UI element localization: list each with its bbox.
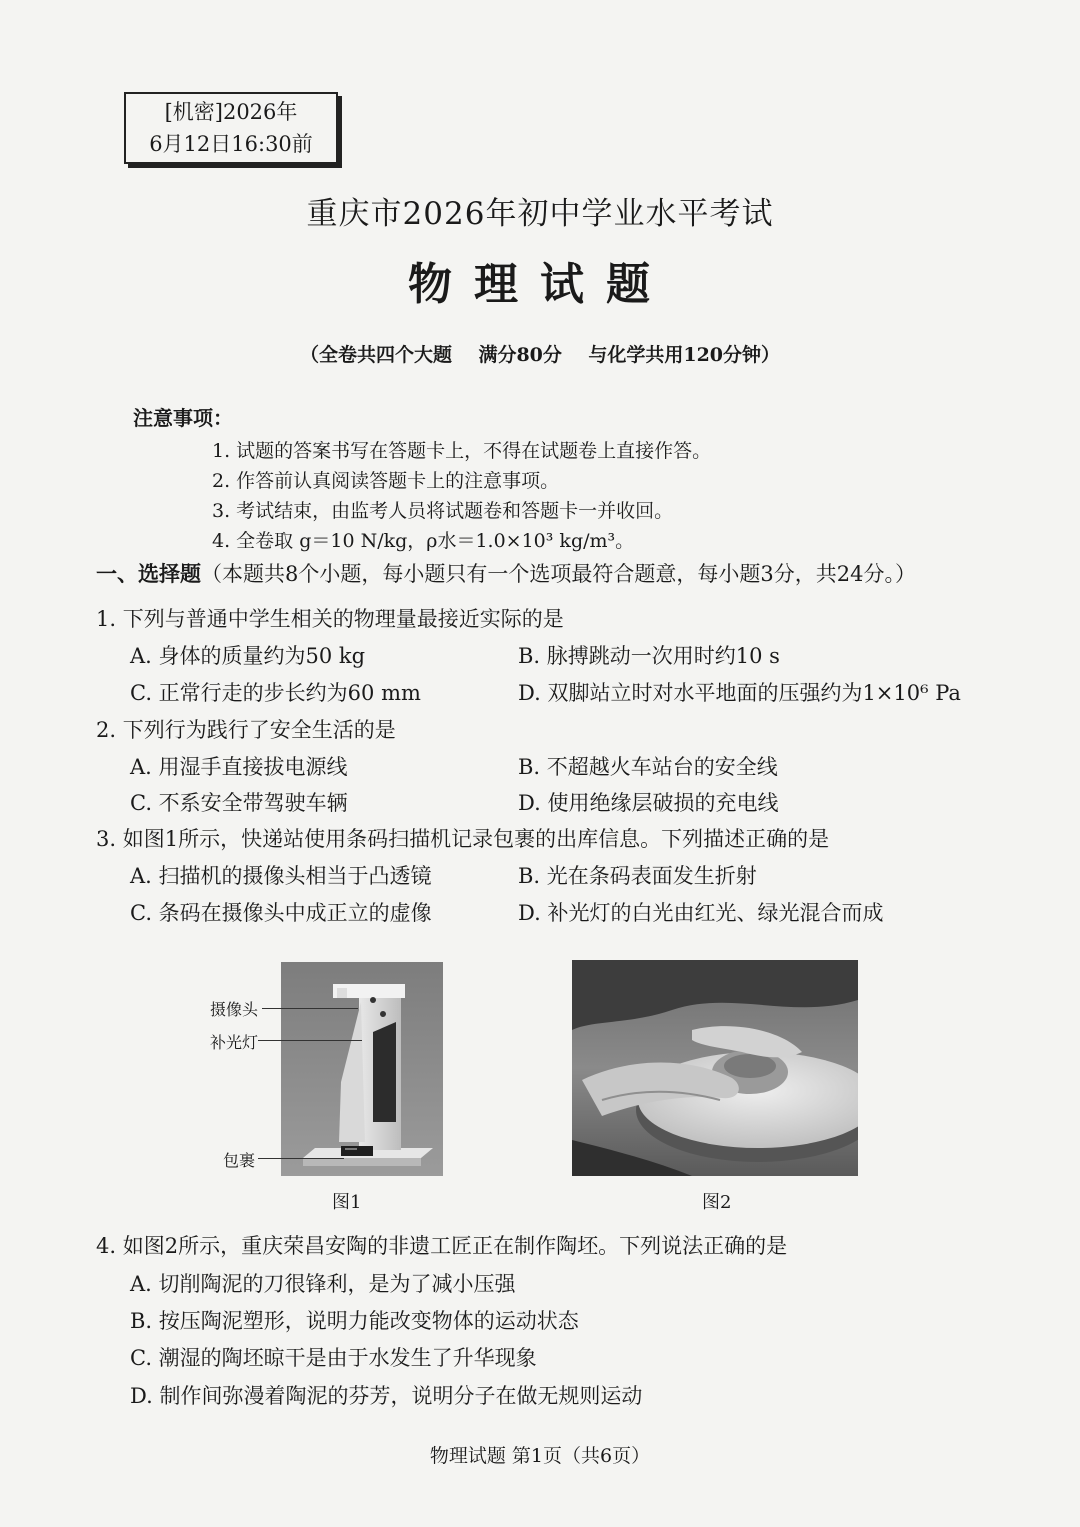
question-stem-4: 4. 如图2所示，重庆荣昌安陶的非遗工匠正在制作陶坯。下列说法正确的是 [96,1234,788,1258]
question-4-option-a: A. 切削陶泥的刀很锋利，是为了减小压强 [130,1272,516,1296]
notice-item: 2. 作答前认真阅读答题卡上的注意事项。 [212,470,560,492]
question-4-option-d: D. 制作间弥漫着陶泥的芬芳，说明分子在做无规则运动 [130,1384,643,1408]
question-1-option-d: D. 双脚站立时对水平地面的压强约为1×10⁶ Pa [518,681,961,705]
notice-list [212,436,711,556]
question-stem-2: 2. 下列行为践行了安全生活的是 [96,718,396,742]
section-title: 一、选择题 [96,562,201,586]
section-heading [96,558,916,588]
question-stem-1: 1. 下列与普通中学生相关的物理量最接近实际的是 [96,607,564,631]
question-3-option-c: C. 条码在摄像头中成正立的虚像 [130,901,432,925]
figure-1-label-camera: 摄像头 [210,1000,259,1019]
figure-1-label-package: 包裹 [223,1151,256,1170]
figure-1-label-light: 补光灯 [210,1033,259,1052]
question-1-option-b: B. 脉搏跳动一次用时约10 s [518,644,780,668]
notice-item: 4. 全卷取 g＝10 N/kg，ρ水＝1.0×10³ kg/m³。 [212,530,635,552]
question-3-option-b: B. 光在条码表面发生折射 [518,864,757,888]
question-2-option-b: B. 不超越火车站台的安全线 [518,755,778,779]
question-3-option-a: A. 扫描机的摄像头相当于凸透镜 [130,864,432,888]
notice-heading: 注意事项： [133,406,233,430]
exam-title: 重庆市2026年初中学业水平考试 [306,196,774,232]
notice-item: 3. 考试结束，由监考人员将试题卷和答题卡一并收回。 [212,500,674,522]
scanner-illustration [281,962,443,1176]
figure-2-caption: 图2 [702,1192,732,1213]
section-desc: （本题共8个小题，每小题只有一个选项最符合题意，每小题3分，共24分。） [201,562,916,586]
question-2-option-a: A. 用湿手直接拔电源线 [130,755,348,779]
page-footer: 物理试题 第1页（共6页） [429,1445,651,1467]
question-4-option-b: B. 按压陶泥塑形，说明力能改变物体的运动状态 [130,1309,579,1333]
question-2-option-c: C. 不系安全带驾驶车辆 [130,791,348,815]
question-1-option-c: C. 正常行走的步长约为60 mm [130,681,421,705]
question-3-option-d: D. 补光灯的白光由红光、绿光混合而成 [518,901,884,925]
package-leader-line [258,1158,344,1159]
question-4-option-c: C. 潮湿的陶坯晾干是由于水发生了升华现象 [130,1346,537,1370]
pottery-illustration [572,960,858,1176]
confidential-line2: 6月12日16:30前 [149,132,313,156]
figure-1-scanner-image [281,962,443,1176]
camera-leader-line [262,1008,358,1009]
confidential-line1: [机密]2026年 [164,100,298,124]
confidential-box [124,92,338,164]
light-leader-line [258,1040,362,1041]
question-1-option-a: A. 身体的质量约为50 kg [130,644,366,668]
question-stem-3: 3. 如图1所示，快递站使用条码扫描机记录包裹的出库信息。下列描述正确的是 [96,827,830,851]
notice-item: 1. 试题的答案书写在答题卡上，不得在试题卷上直接作答。 [212,440,712,462]
exam-info: （全卷共四个大题 满分80分 与化学共用120分钟） [299,344,781,366]
figure-2-pottery-image [572,960,858,1176]
question-2-option-d: D. 使用绝缘层破损的充电线 [518,791,779,815]
figure-1-caption: 图1 [332,1192,362,1213]
subject-title: 物理试题 [408,259,672,310]
